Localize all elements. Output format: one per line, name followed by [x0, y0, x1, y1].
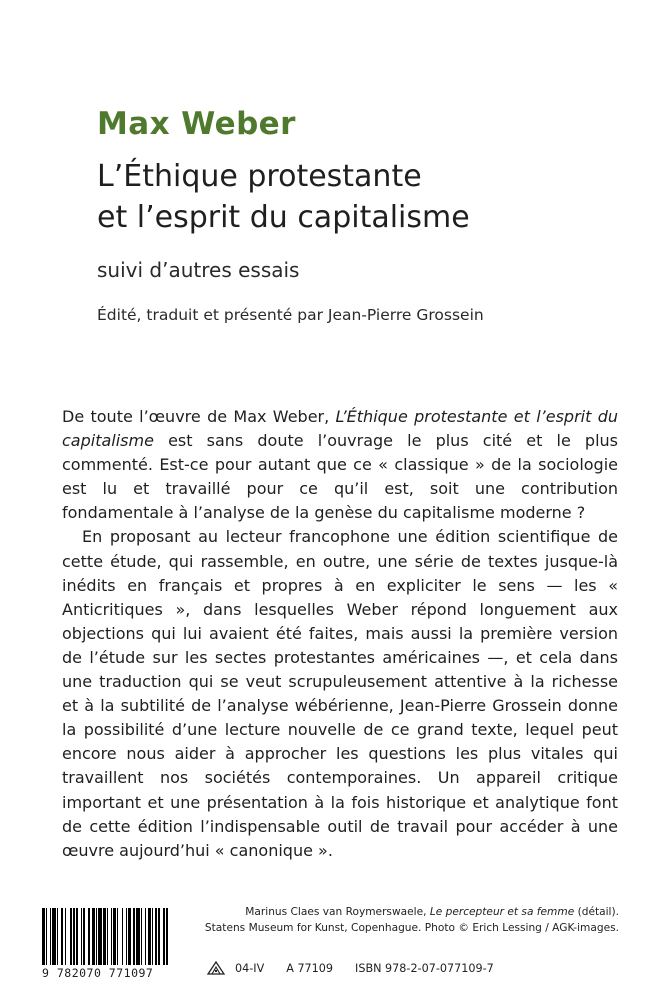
- catalog-code-1: 04-IV: [235, 961, 265, 975]
- barcode-bar: [168, 908, 169, 965]
- author-name: Max Weber: [97, 106, 296, 142]
- publisher-logo-icon: [207, 961, 225, 975]
- credit-work: Le percepteur et sa femme: [429, 906, 575, 918]
- blurb-p1-end: est sans doute l’ouvrage le plus cité et le plus commenté. Est-ce pour autant que ce « classique » de la sociologie est lu et travaillé pour ce qu’il est, soit une contribution fondamentale à l’analyse de la genèse du capitalisme moderne ?: [62, 431, 618, 523]
- title-line-2: et l’esprit du capitalisme: [97, 200, 470, 235]
- barcode-bars: [42, 908, 172, 965]
- credit-line-2: Statens Museum for Kunst, Copenhague. Photo © Erich Lessing / AGK-images.: [204, 921, 619, 934]
- editor-credit: Édité, traduit et présenté par Jean-Pierre Grossein: [97, 306, 484, 324]
- catalog-code-2: A 77109: [286, 961, 334, 975]
- subtitle: suivi d’autres essais: [97, 258, 300, 282]
- blurb-p1-title-italic: L’Éthique protestante et l’esprit du capitalisme: [62, 407, 619, 451]
- back-cover-blurb: [62, 405, 618, 863]
- image-credit: [149, 905, 619, 936]
- credit-artist: Marinus Claes van Roymerswaele,: [245, 906, 430, 918]
- blurb-paragraph-1: [62, 405, 618, 525]
- isbn: ISBN 978-2-07-077109-7: [355, 961, 494, 975]
- book-title: [97, 156, 470, 238]
- barcode: [42, 908, 172, 980]
- title-line-1: L’Éthique protestante: [97, 159, 422, 194]
- credit-line-1: [149, 905, 619, 921]
- credit-detail: (détail).: [574, 906, 619, 918]
- blurb-p1-start: De toute l’œuvre de Max Weber,: [62, 407, 336, 426]
- ean-digits: 9 782070 771097: [42, 966, 154, 980]
- blurb-paragraph-2: En proposant au lecteur francophone une édition scientifique de cette étude, qui rassemble, en outre, une série de textes jusque-là inédits en français et propres à en expliciter le sens — les « Anticritiques », dans lesquelles Weber répond longuement aux objections qui lui avaient été faites, mais aussi la première version de l’étude sur les sectes protestantes américaines —, et cela dans une traduction qui se veut scrupuleusement attentive à la richesse et à la subtilité de l’analyse wébérienne, Jean-Pierre Grossein donne la possibilité d’une lecture nouvelle de ce grand texte, lequel peut encore nous aider à approcher les questions les plus vitales qui travaillent nos sociétés contemporaines. Un appareil critique important et une présentation à la fois historique et analytique font de cette édition l’indispensable outil de travail pour accéder à une œuvre aujourd’hui « canonique ».: [62, 527, 618, 860]
- footer-codes: [207, 961, 494, 975]
